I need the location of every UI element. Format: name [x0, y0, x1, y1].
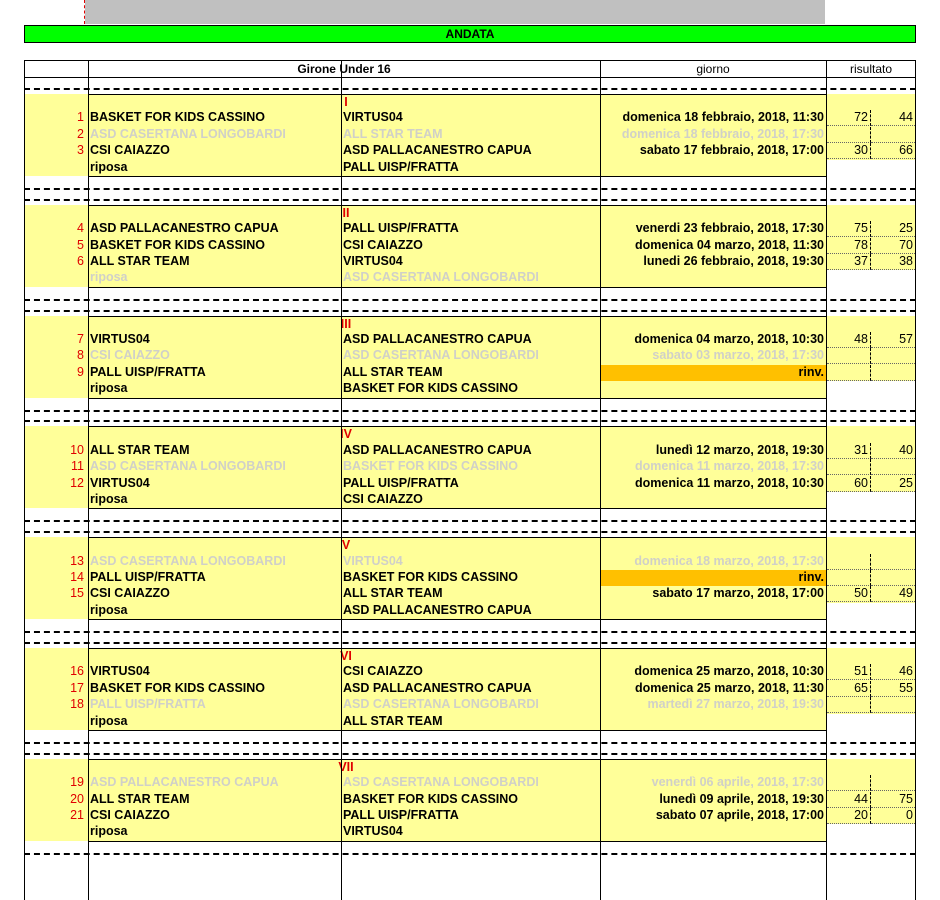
match-row[interactable]: [24, 110, 916, 126]
match-number: 16: [70, 664, 84, 679]
round-bottom-separator: [24, 853, 916, 855]
row-rule: [88, 730, 826, 731]
away-score: [871, 127, 915, 143]
away-team: VIRTUS04: [343, 254, 403, 268]
home-score: 20: [827, 808, 871, 824]
round-title: VI: [340, 649, 352, 663]
col-rule-left: [24, 60, 25, 900]
match-row[interactable]: [24, 681, 916, 697]
round-bottom-separator: [24, 410, 916, 412]
match-date: domenica 11 marzo, 2018, 17:30: [635, 459, 824, 474]
home-team: ASD PALLACANESTRO CAPUA: [90, 221, 279, 236]
spreadsheet-top-bar: [85, 0, 825, 24]
away-team: ASD CASERTANA LONGOBARDI: [343, 775, 539, 790]
riposa-team: ASD CASERTANA LONGOBARDI: [343, 270, 539, 285]
match-number: 14: [70, 570, 84, 584]
round-separator: [24, 88, 916, 90]
match-number: 8: [77, 348, 84, 363]
match-date: domenica 04 marzo, 2018, 11:30: [635, 237, 824, 252]
match-row[interactable]: [24, 332, 916, 348]
away-score: [871, 775, 915, 791]
match-number: 20: [70, 791, 84, 806]
header-risultato: risultato: [826, 60, 916, 78]
match-date: domenica 25 marzo, 2018, 10:30: [634, 664, 824, 679]
away-team: ALL STAR TEAM: [343, 586, 443, 601]
match-row[interactable]: [24, 443, 916, 459]
away-team: CSI CAIAZZO: [343, 237, 423, 252]
home-team: CSI CAIAZZO: [90, 143, 170, 158]
match-number: 7: [77, 332, 84, 346]
match-row[interactable]: [24, 476, 916, 492]
match-row[interactable]: [24, 554, 916, 570]
match-row[interactable]: [24, 365, 916, 381]
home-team: BASKET FOR KIDS CASSINO: [90, 110, 266, 125]
away-score: 66: [871, 143, 915, 159]
riposa-label: riposa: [90, 824, 128, 839]
away-score: [871, 697, 915, 713]
match-row[interactable]: [24, 586, 916, 602]
riposa-team: ASD PALLACANESTRO CAPUA: [343, 602, 532, 617]
away-score: 57: [871, 332, 915, 348]
postponed-badge: rinv.: [600, 570, 826, 586]
home-team: CSI CAIAZZO: [90, 586, 170, 601]
match-row[interactable]: [24, 221, 916, 237]
row-rule: [88, 841, 826, 842]
match-row[interactable]: [24, 664, 916, 680]
home-team: ALL STAR TEAM: [90, 254, 190, 268]
away-team: BASKET FOR KIDS CASSINO: [343, 570, 519, 584]
round-bottom-separator: [24, 631, 916, 633]
away-score: [871, 365, 915, 381]
col-rule-right: [915, 60, 916, 900]
col-rule-teams: [341, 60, 342, 900]
riposa-label: riposa: [90, 492, 128, 506]
round-title: VII: [338, 759, 354, 774]
away-team: CSI CAIAZZO: [343, 664, 423, 679]
home-score: 60: [827, 476, 871, 492]
riposa-label: riposa: [90, 381, 128, 396]
match-number: 2: [77, 126, 84, 141]
away-team: ALL STAR TEAM: [343, 364, 443, 379]
round-bottom-separator: [24, 188, 916, 190]
home-score: 51: [827, 664, 871, 680]
away-score: 44: [871, 110, 915, 126]
match-number: 6: [77, 254, 84, 268]
riposa-team: BASKET FOR KIDS CASSINO: [343, 381, 519, 396]
riposa-row: [24, 160, 916, 176]
away-team: BASKET FOR KIDS CASSINO: [343, 459, 519, 474]
away-team: VIRTUS04: [343, 553, 403, 568]
round-separator: [24, 642, 916, 644]
away-score: 46: [871, 664, 915, 680]
away-score: 25: [871, 476, 915, 492]
row-rule: [88, 508, 826, 509]
match-row[interactable]: [24, 348, 916, 364]
riposa-row: [24, 714, 916, 730]
col-rule-date: [600, 60, 601, 900]
row-rule: [88, 176, 826, 177]
round-bottom-separator: [24, 299, 916, 301]
away-team: ASD PALLACANESTRO CAPUA: [343, 680, 532, 695]
away-score: 25: [871, 221, 915, 237]
match-row[interactable]: [24, 254, 916, 270]
schedule-grid: [24, 60, 916, 900]
match-row[interactable]: [24, 459, 916, 475]
away-team: BASKET FOR KIDS CASSINO: [343, 791, 519, 806]
match-number: 17: [70, 680, 84, 695]
home-score: 75: [827, 221, 871, 237]
col-rule-score: [826, 60, 827, 900]
riposa-team: ALL STAR TEAM: [343, 713, 443, 728]
andata-banner: ANDATA: [24, 25, 916, 43]
match-row[interactable]: [24, 697, 916, 713]
away-team: VIRTUS04: [343, 110, 403, 125]
round-title: II: [342, 205, 350, 220]
match-number: 18: [70, 697, 84, 712]
home-team: BASKET FOR KIDS CASSINO: [90, 680, 266, 695]
match-row[interactable]: [24, 570, 916, 586]
home-team: VIRTUS04: [90, 332, 150, 346]
away-team: PALL UISP/FRATTA: [343, 221, 459, 236]
match-date: lunedì 12 marzo, 2018, 19:30: [655, 442, 824, 457]
riposa-row: [24, 603, 916, 619]
home-score: [827, 127, 871, 143]
match-number: 5: [77, 237, 84, 252]
home-team: CSI CAIAZZO: [90, 808, 170, 822]
match-number: 9: [77, 364, 84, 379]
col-rule-number: [88, 60, 89, 900]
home-team: ASD PALLACANESTRO CAPUA: [90, 775, 279, 790]
row-rule: [88, 398, 826, 399]
match-date: sabato 17 marzo, 2018, 17:00: [652, 586, 824, 601]
home-score: 78: [827, 238, 871, 254]
header-girone: Girone Under 16: [88, 60, 600, 78]
round-bottom-separator: [24, 520, 916, 522]
away-team: ASD CASERTANA LONGOBARDI: [343, 697, 539, 712]
match-date: domenica 18 febbraio, 2018, 17:30: [621, 126, 824, 141]
home-team: PALL UISP/FRATTA: [90, 697, 206, 712]
home-score: 72: [827, 110, 871, 126]
match-date: lunedi 26 febbraio, 2018, 19:30: [643, 254, 824, 268]
riposa-row: [24, 824, 916, 840]
away-team: PALL UISP/FRATTA: [343, 808, 459, 822]
home-score: [827, 554, 871, 570]
away-team: ASD PALLACANESTRO CAPUA: [343, 143, 532, 158]
away-score: [871, 570, 915, 586]
match-date: sabato 17 febbraio, 2018, 17:00: [639, 143, 824, 158]
page-break-marker: [84, 0, 85, 24]
home-score: 48: [827, 332, 871, 348]
home-team: VIRTUS04: [90, 475, 150, 490]
match-date: domenica 11 marzo, 2018, 10:30: [635, 475, 824, 490]
header-blank: [24, 60, 88, 78]
home-team: PALL UISP/FRATTA: [90, 364, 206, 379]
row-rule: [88, 287, 826, 288]
riposa-row: [24, 492, 916, 508]
home-team: ALL STAR TEAM: [90, 791, 190, 806]
match-number: 11: [71, 459, 84, 474]
match-date: sabato 03 marzo, 2018, 17:30: [652, 348, 824, 363]
postponed-badge: rinv.: [600, 365, 826, 381]
match-row[interactable]: [24, 792, 916, 808]
round-separator: [24, 310, 916, 312]
header-giorno: giorno: [600, 60, 826, 78]
match-row[interactable]: [24, 808, 916, 824]
match-row[interactable]: [24, 127, 916, 143]
home-team: ASD CASERTANA LONGOBARDI: [90, 126, 286, 141]
round-bottom-separator: [24, 742, 916, 744]
riposa-label: riposa: [90, 713, 128, 728]
home-score: 50: [827, 586, 871, 602]
away-score: 38: [871, 254, 915, 270]
round-title: I: [344, 95, 348, 109]
away-score: 40: [871, 443, 915, 459]
round-title: III: [340, 316, 352, 331]
home-score: [827, 348, 871, 364]
home-score: [827, 365, 871, 381]
away-score: 0: [871, 808, 915, 824]
away-team: PALL UISP/FRATTA: [343, 475, 459, 490]
home-score: [827, 697, 871, 713]
match-number: 19: [70, 775, 84, 790]
match-date: martedì 27 marzo, 2018, 19:30: [647, 697, 824, 712]
round-title: V: [341, 538, 351, 553]
riposa-label: riposa: [90, 270, 128, 285]
home-score: 65: [827, 681, 871, 697]
away-score: 75: [871, 792, 915, 808]
home-score: 44: [827, 792, 871, 808]
match-row[interactable]: [24, 143, 916, 159]
home-score: [827, 775, 871, 791]
home-team: BASKET FOR KIDS CASSINO: [90, 237, 266, 252]
round-separator: [24, 753, 916, 755]
riposa-team: PALL UISP/FRATTA: [343, 159, 459, 174]
away-score: 70: [871, 238, 915, 254]
away-team: ASD PALLACANESTRO CAPUA: [343, 442, 532, 457]
riposa-team: VIRTUS04: [343, 824, 403, 839]
home-score: 30: [827, 143, 871, 159]
away-team: ALL STAR TEAM: [343, 126, 443, 141]
home-team: CSI CAIAZZO: [90, 348, 170, 363]
home-team: ASD CASERTANA LONGOBARDI: [90, 459, 286, 474]
away-score: [871, 348, 915, 364]
riposa-row: [24, 270, 916, 286]
home-team: ASD CASERTANA LONGOBARDI: [90, 553, 286, 568]
home-team: PALL UISP/FRATTA: [90, 570, 206, 584]
away-score: [871, 554, 915, 570]
match-number: 10: [70, 442, 84, 457]
match-number: 1: [77, 110, 84, 125]
round-title: IV: [340, 427, 352, 442]
away-team: ASD PALLACANESTRO CAPUA: [343, 332, 532, 346]
match-row[interactable]: [24, 238, 916, 254]
riposa-team: CSI CAIAZZO: [343, 492, 423, 506]
round-separator: [24, 199, 916, 201]
match-date: domenica 18 marzo, 2018, 17:30: [634, 553, 824, 568]
riposa-label: riposa: [90, 602, 128, 617]
home-team: ALL STAR TEAM: [90, 442, 190, 457]
round-separator: [24, 531, 916, 533]
match-date: lunedì 09 aprile, 2018, 19:30: [659, 791, 824, 806]
away-score: [871, 459, 915, 475]
riposa-row: [24, 381, 916, 397]
match-date: sabato 07 aprile, 2018, 17:00: [655, 808, 824, 822]
riposa-label: riposa: [90, 159, 128, 174]
home-score: 37: [827, 254, 871, 270]
match-number: 3: [77, 143, 84, 158]
match-date: domenica 04 marzo, 2018, 10:30: [634, 332, 824, 346]
home-score: [827, 570, 871, 586]
match-number: 4: [77, 221, 84, 236]
match-date: domenica 18 febbraio, 2018, 11:30: [622, 110, 824, 125]
match-date: venerdì 06 aprile, 2018, 17:30: [651, 775, 824, 790]
home-score: 31: [827, 443, 871, 459]
home-score: [827, 459, 871, 475]
match-number: 13: [70, 553, 84, 568]
match-date: venerdi 23 febbraio, 2018, 17:30: [635, 221, 824, 236]
row-rule: [88, 619, 826, 620]
away-score: 49: [871, 586, 915, 602]
match-number: 21: [70, 808, 84, 822]
match-row[interactable]: [24, 775, 916, 791]
round-separator: [24, 420, 916, 422]
match-number: 15: [70, 586, 84, 601]
match-number: 12: [70, 475, 84, 490]
away-score: 55: [871, 681, 915, 697]
home-team: VIRTUS04: [90, 664, 150, 679]
away-team: ASD CASERTANA LONGOBARDI: [343, 348, 539, 363]
match-date: domenica 25 marzo, 2018, 11:30: [635, 680, 824, 695]
